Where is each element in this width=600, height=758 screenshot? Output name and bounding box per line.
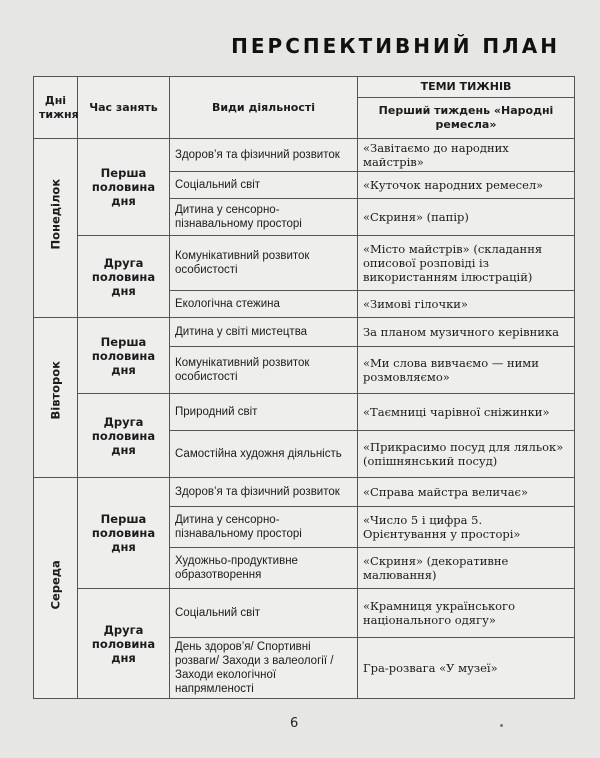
page-number: 6: [290, 716, 299, 731]
theme-cell: «Прикрасимо посуд для ляльок» (опішнянський посуд): [358, 431, 575, 478]
theme-cell: «Справа майстра величає»: [358, 478, 575, 507]
header-day: Дні тижня: [34, 77, 78, 139]
table-row: [34, 478, 575, 507]
header-row-1: [34, 77, 575, 98]
activity-cell: Дитина у світі мистецтва: [170, 318, 358, 347]
day-cell: [34, 318, 78, 478]
activity-cell: Дитина у сенсорно-пізнавальному просторі: [170, 507, 358, 548]
table-row: [34, 139, 575, 172]
plan-body: [34, 139, 575, 699]
theme-cell: «Місто майстрів» (складання описової розповіді із використанням ілюстрацій): [358, 236, 575, 291]
day-label: Понеділок: [48, 178, 63, 250]
header-themes: ТЕМИ ТИЖНІВ: [358, 77, 575, 98]
time-cell: Друга половина дня: [78, 394, 170, 478]
time-cell: Друга половина дня: [78, 589, 170, 699]
page-title: ПЕРСПЕКТИВНИЙ ПЛАН: [231, 34, 560, 58]
time-cell: Перша половина дня: [78, 478, 170, 589]
day-cell: [34, 139, 78, 318]
header-time: Час занять: [78, 77, 170, 139]
theme-cell: За планом музичного керівника: [358, 318, 575, 347]
header-week: Перший тиждень «Народні ремесла»: [358, 98, 575, 139]
theme-cell: «Куточок народних ремесел»: [358, 172, 575, 199]
theme-cell: «Таємниці чарівної сніжинки»: [358, 394, 575, 431]
theme-cell: «Завітаємо до народних майстрів»: [358, 139, 575, 172]
activity-cell: Здоров’я та фізичний розвиток: [170, 139, 358, 172]
ink-dot: [500, 724, 503, 727]
day-cell: [34, 478, 78, 699]
table-row: [34, 394, 575, 431]
activity-cell: Дитина у сенсорно-пізнавальному просторі: [170, 199, 358, 236]
day-label: Вівторок: [48, 360, 63, 419]
activity-cell: Самостійна художня діяльність: [170, 431, 358, 478]
activity-cell: Здоров’я та фізичний розвиток: [170, 478, 358, 507]
theme-cell: «Ми слова вивчаємо — ними розмовляємо»: [358, 347, 575, 394]
time-cell: Друга половина дня: [78, 236, 170, 318]
activity-cell: День здоров’я/ Спортивні розваги/ Заходи з валеології /Заходи екологічної напрямленості: [170, 638, 358, 699]
day-label: Середа: [48, 560, 63, 610]
time-cell: Перша половина дня: [78, 139, 170, 236]
activity-cell: Соціальний світ: [170, 172, 358, 199]
activity-cell: Художньо-продуктивне образотворення: [170, 548, 358, 589]
activity-cell: Соціальний світ: [170, 589, 358, 638]
plan-table: [33, 76, 575, 699]
activity-cell: Екологічна стежина: [170, 291, 358, 318]
theme-cell: «Скриня» (папір): [358, 199, 575, 236]
theme-cell: «Число 5 і цифра 5. Орієнтування у просторі»: [358, 507, 575, 548]
theme-cell: «Скриня» (декоративне малювання): [358, 548, 575, 589]
time-cell: Перша половина дня: [78, 318, 170, 394]
theme-cell: Гра-розвага «У музеї»: [358, 638, 575, 699]
theme-cell: «Крамниця українського національного одягу»: [358, 589, 575, 638]
activity-cell: Комунікативний розвиток особистості: [170, 347, 358, 394]
activity-cell: Комунікативний розвиток особистості: [170, 236, 358, 291]
table-row: [34, 318, 575, 347]
table-row: [34, 589, 575, 638]
header-activity: Види діяльності: [170, 77, 358, 139]
activity-cell: Природний світ: [170, 394, 358, 431]
table-row: [34, 236, 575, 291]
theme-cell: «Зимові гілочки»: [358, 291, 575, 318]
